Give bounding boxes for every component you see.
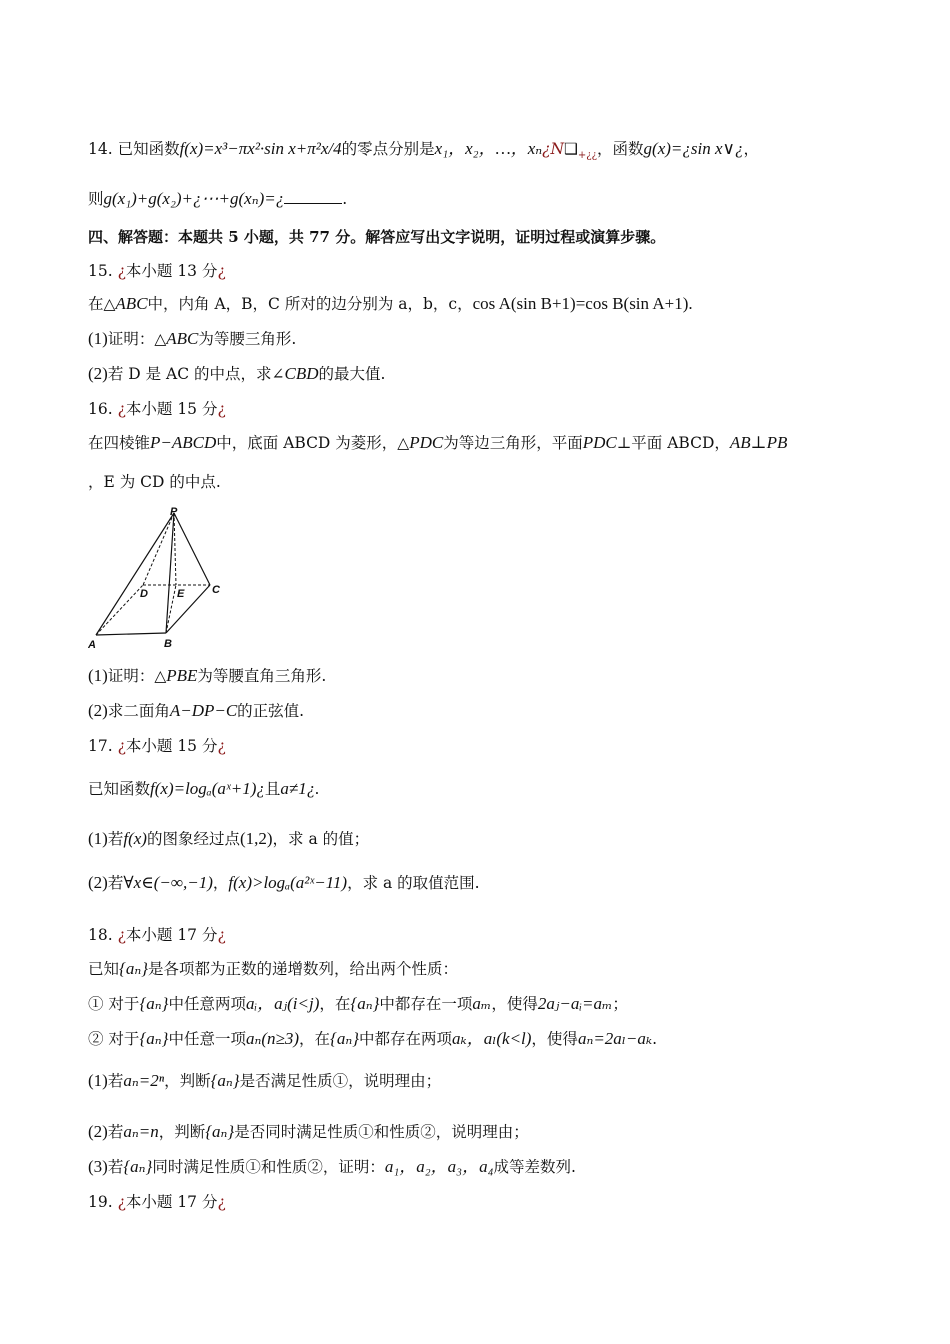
q18-stem xyxy=(88,958,458,980)
q14-line2 xyxy=(88,188,347,210)
q16-p1-tag: (1) xyxy=(88,666,108,685)
edge-pb xyxy=(166,513,174,633)
q16-stem1-a: 在四棱锥 xyxy=(88,434,151,452)
q18-prop1-seq2: {aₙ} xyxy=(350,994,380,1013)
q16-stem1-it4: AB⊥PB xyxy=(729,433,788,452)
q18-p3-it: a₁，a₂，a₃，a₄ xyxy=(384,1157,494,1176)
q18-prop2-it: aₙ(n≥3) xyxy=(245,1029,299,1048)
edge-pa xyxy=(96,513,174,635)
q17-qmark-open: ¿ xyxy=(117,737,126,755)
q18-prop2-eq: aₙ=2aₗ−aₖ xyxy=(577,1029,653,1048)
q14-domain-mark: ¿N xyxy=(542,140,565,158)
label-p: P xyxy=(170,506,178,518)
q16-qmark-close: ¿ xyxy=(217,400,226,418)
q17-p1-it: f(x) xyxy=(123,829,147,848)
q17-p1-end: ，求 a 的值； xyxy=(272,830,370,848)
q17-stem xyxy=(88,778,319,800)
q14-zeros-text: 的零点分别是 xyxy=(341,140,435,158)
q15-stem-c: 中，内角 A，B，C 所对的边分别为 a，b，c， xyxy=(147,295,473,313)
box-icon: ❑ xyxy=(564,140,578,158)
q18-prop1-f: ； xyxy=(612,995,628,1013)
edge-pc xyxy=(174,513,210,585)
q15-p2-tag: (2) xyxy=(88,364,108,383)
q17-part1 xyxy=(88,828,369,850)
label-a: A xyxy=(88,639,96,651)
q19-header xyxy=(88,1191,226,1213)
label-d: D xyxy=(140,588,148,600)
q16-p2-text: 求二面角 xyxy=(107,702,170,720)
q15-stem-eq: cos A(sin B+1)=cos B(sin A+1). xyxy=(472,294,693,313)
q16-stem1-it3: PDC xyxy=(582,433,617,452)
q14-gfunc: g(x)=¿sin x∨¿ xyxy=(643,139,744,158)
q18-prop1-it: aᵢ，aⱼ(i<j) xyxy=(245,994,320,1013)
q16-part2 xyxy=(88,700,304,722)
pyramid-figure xyxy=(88,505,228,651)
q14-line2-lead: 则 xyxy=(88,190,104,208)
q14-line1 xyxy=(88,138,759,167)
q19-head-text: 本小题 17 分 xyxy=(125,1193,218,1211)
q18-prop2-it2: aₖ，aₗ(k<l) xyxy=(452,1029,532,1048)
q18-prop2-d: 中都存在两项 xyxy=(359,1030,453,1048)
q17-part2 xyxy=(88,872,480,894)
q16-stem1-b: 中，底面 ABCD 为菱形，△ xyxy=(216,434,410,452)
q16-qmark-open: ¿ xyxy=(117,400,126,418)
q17-p2-end: ，求 a 的取值范围. xyxy=(347,874,480,892)
q18-p3-text: 若 xyxy=(107,1158,124,1176)
q16-stem2: ，E 为 CD 的中点. xyxy=(88,473,221,491)
q18-qmark-open: ¿ xyxy=(117,926,126,944)
q17-stem-eq: f(x)=logₐ(aˣ+1)¿ xyxy=(150,779,265,798)
q18-part3 xyxy=(88,1156,576,1178)
q18-part1 xyxy=(88,1070,441,1092)
q15-p2-it: CBD xyxy=(284,364,319,383)
q16-p1-it: PBE xyxy=(166,666,198,685)
q16-head-text: 本小题 15 分 xyxy=(125,400,218,418)
q15-p1-it: ABC xyxy=(166,329,199,348)
q18-p1-end: 是否满足性质①，说明理由； xyxy=(239,1072,442,1090)
q15-stem-b: ABC xyxy=(115,294,148,313)
q18-p1-if: 若 xyxy=(107,1072,124,1090)
q18-prop1-e: ，使得 xyxy=(491,995,538,1013)
q18-p2-eq: aₙ=n xyxy=(123,1122,159,1141)
q18-p2-tag: (2) xyxy=(88,1122,108,1141)
q15-p1-tag: (1) xyxy=(88,329,108,348)
q19-qmark-open: ¿ xyxy=(117,1193,126,1211)
q18-prop2 xyxy=(88,1028,657,1050)
q17-head-text: 本小题 15 分 xyxy=(125,737,218,755)
q15-qmark-open: ¿ xyxy=(117,262,126,280)
q17-p2-if: 若 xyxy=(107,874,124,892)
q16-stem1-d: ⊥平面 ABCD， xyxy=(616,434,730,452)
q15-stem-a: 在△ xyxy=(88,295,116,313)
q14-lead: 14. 已知函数 xyxy=(88,140,180,158)
q16-num: 16. xyxy=(88,400,118,418)
q19-num: 19. xyxy=(88,1193,118,1211)
q18-p2-text: 若 xyxy=(107,1123,124,1141)
q18-head-text: 本小题 17 分 xyxy=(125,926,218,944)
q18-p3-mid: 同时满足性质①和性质②，证明： xyxy=(152,1158,385,1176)
q18-stem-seq: {aₙ} xyxy=(119,959,149,978)
q18-prop1-b: 中任意两项 xyxy=(168,995,246,1013)
q18-num: 18. xyxy=(88,926,118,944)
q18-prop1-d: 中都存在一项 xyxy=(379,995,473,1013)
q18-prop2-c: ，在 xyxy=(299,1030,331,1048)
q16-part1 xyxy=(88,665,326,687)
q18-header xyxy=(88,924,226,946)
q18-part2 xyxy=(88,1121,529,1143)
q16-p2-tag: (2) xyxy=(88,701,108,720)
q16-header xyxy=(88,398,226,420)
q18-stem-b: 是各项都为正数的递增数列，给出两个性质： xyxy=(148,960,459,978)
section-heading: 四、解答题：本题共 5 小题，共 77 分。解答应写出文字说明，证明过程或演算步骤。 xyxy=(88,228,666,246)
q18-p1-mid: ，判断 xyxy=(164,1072,211,1090)
q15-head-text: 本小题 13 分 xyxy=(125,262,218,280)
q16-stem1-it: P−ABCD xyxy=(150,433,217,452)
q16-stem1 xyxy=(88,432,787,454)
q18-stem-a: 已知 xyxy=(88,960,120,978)
q18-p2-mid: ，判断 xyxy=(158,1123,206,1141)
q18-p3-tag: (3) xyxy=(88,1157,108,1176)
q15-p1-text: 证明：△ xyxy=(107,330,167,348)
q15-part2 xyxy=(88,363,385,385)
q17-header xyxy=(88,735,226,757)
q18-prop2-seq: {aₙ} xyxy=(139,1029,169,1048)
label-b: B xyxy=(164,638,172,650)
q18-p1-tag: (1) xyxy=(88,1071,108,1090)
edge-pe-hidden xyxy=(174,513,176,585)
q17-p2-eq: ∀x∈(−∞,−1) xyxy=(123,873,213,892)
q17-stem-eq2: a≠1¿. xyxy=(280,779,320,798)
q15-header xyxy=(88,260,226,282)
q18-p2-end: 是否同时满足性质①和性质②，说明理由； xyxy=(234,1123,529,1141)
q18-prop1-c: ，在 xyxy=(319,995,351,1013)
q17-num: 17. xyxy=(88,737,118,755)
q14-zeros: x₁，x₂，…，xₙ xyxy=(434,139,543,158)
q17-p1-mid: 的图象经过点 xyxy=(146,830,240,848)
answer-blank[interactable] xyxy=(284,189,342,204)
q14-box-sub: +¿¿ xyxy=(577,150,598,162)
q19-qmark-close: ¿ xyxy=(217,1193,226,1211)
edge-ad-hidden xyxy=(96,585,143,635)
q15-num: 15. xyxy=(88,262,118,280)
q17-p1-pt: (1,2) xyxy=(239,829,273,848)
q17-p1-tag: (1) xyxy=(88,829,108,848)
q15-qmark-close: ¿ xyxy=(217,262,226,280)
q16-p2-end: 的正弦值. xyxy=(237,702,305,720)
q18-p3-end: 成等差数列. xyxy=(493,1158,576,1176)
q14-line2-end: . xyxy=(342,190,348,208)
q18-prop1-seq: {aₙ} xyxy=(139,994,169,1013)
q18-p3-seq: {aₙ} xyxy=(123,1157,153,1176)
q17-p2-eq2: f(x)>logₐ(a²ˣ−11) xyxy=(228,873,348,892)
q18-prop2-f: . xyxy=(652,1030,658,1048)
q14-sum: g(x₁)+g(x₂)+¿⋯+g(xₙ)=¿ xyxy=(103,189,285,208)
q18-prop1-a: ① 对于 xyxy=(88,995,140,1013)
q17-p1-text: 若 xyxy=(107,830,124,848)
edge-bc xyxy=(166,585,210,633)
q18-prop2-seq2: {aₙ} xyxy=(330,1029,360,1048)
q17-p2-tag: (2) xyxy=(88,873,108,892)
q15-p2-end: 的最大值. xyxy=(318,365,386,383)
q17-stem-b: 且 xyxy=(264,780,281,798)
q14-gfunc-end: ， xyxy=(743,140,759,158)
q18-prop2-a: ② 对于 xyxy=(88,1030,140,1048)
q15-part1 xyxy=(88,328,296,350)
q18-prop2-b: 中任意一项 xyxy=(168,1030,246,1048)
q14-gfunc-lead: ，函数 xyxy=(597,140,644,158)
q14-func: f(x)=x³−πx²·sin x+π²x/4 xyxy=(179,139,342,158)
q18-p1-eq: aₙ=2ⁿ xyxy=(123,1071,165,1090)
label-e: E xyxy=(177,588,185,600)
q16-stem1-it2: PDC xyxy=(409,433,444,452)
q18-prop2-e: ，使得 xyxy=(531,1030,578,1048)
edge-ab xyxy=(96,633,166,635)
q17-stem-a: 已知函数 xyxy=(88,780,151,798)
label-c: C xyxy=(212,584,220,596)
q18-qmark-close: ¿ xyxy=(217,926,226,944)
q18-prop1-eq: 2aⱼ−aᵢ=aₘ xyxy=(537,994,613,1013)
q17-qmark-close: ¿ xyxy=(217,737,226,755)
q15-p2-text: 若 D 是 AC 的中点，求∠ xyxy=(107,365,285,383)
q18-prop1 xyxy=(88,993,628,1015)
q15-p1-end: 为等腰三角形. xyxy=(198,330,297,348)
q16-stem1-c: 为等边三角形，平面 xyxy=(443,434,583,452)
q15-stem xyxy=(88,293,693,315)
q16-p1-text: 证明：△ xyxy=(107,667,167,685)
q16-p1-end: 为等腰直角三角形. xyxy=(197,667,327,685)
q17-p2-sep: ， xyxy=(212,874,229,892)
q16-p2-it: A−DP−C xyxy=(169,701,238,720)
q18-prop1-it2: aₘ xyxy=(472,994,492,1013)
q18-p2-seq: {aₙ} xyxy=(205,1122,235,1141)
q18-p1-seq: {aₙ} xyxy=(210,1071,240,1090)
